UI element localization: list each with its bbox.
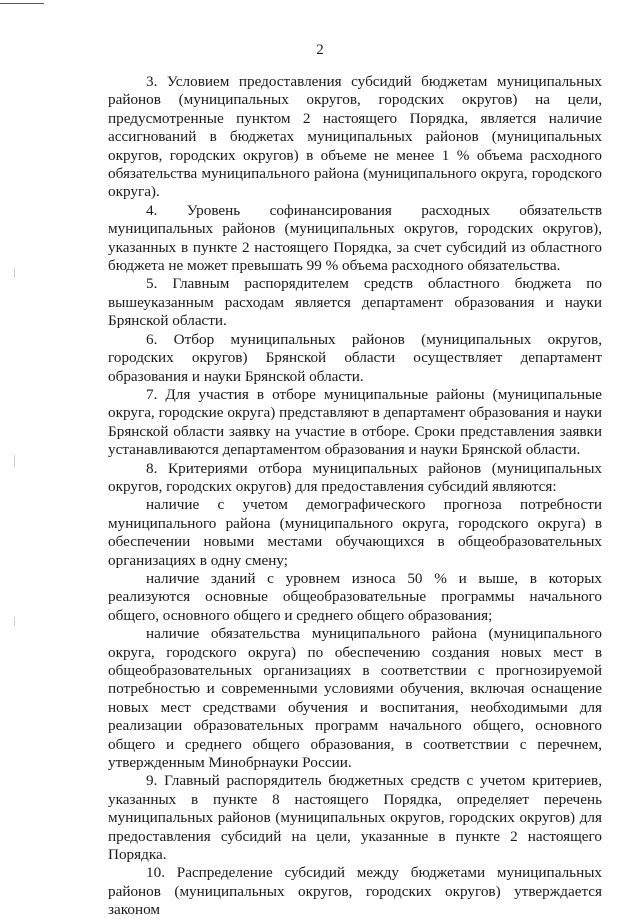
scan-edge-mark	[14, 268, 15, 278]
criterion-demographic: наличие с учетом демографического прогноза потребности муниципального района (муниципального округа, городского округа) в обеспечении новыми местами обучающихся в общеобразовательных организациях в одну смену;	[108, 496, 602, 569]
document-body	[108, 73, 602, 920]
scan-edge-mark	[14, 455, 15, 467]
paragraph-5: 5. Главным распорядителем средств областного бюджета по вышеуказанным расходам является департамент образования и науки Брянской области.	[108, 275, 602, 330]
page-number: 2	[316, 42, 324, 58]
paragraph-4: 4. Уровень софинансирования расходных обязательств муниципальных районов (муниципальных округов, городских округов), указанных в пункте 2 настоящего Порядка, за счет субсидий из областного бюджета не может превышать 99 % объема расходного обязательства.	[108, 201, 602, 275]
scan-edge-mark	[14, 617, 15, 626]
paragraph-9: 9. Главный распорядитель бюджетных средств с учетом критериев, указанных в пункте 8 настоящего Порядка, определяет перечень муниципальных районов (муниципальных округов, городских округов) для предоставления субсидий на цели, указанные в пункте 2 настоящего Порядка.	[108, 772, 602, 864]
paragraph-10: 10. Распределение субсидий между бюджетами муниципальных районов (муниципальных округов, городских округов) утверждается законом	[108, 864, 602, 919]
paragraph-3: 3. Условием предоставления субсидий бюджетам муниципальных районов (муниципальных округов, городских округов) на цели, предусмотренные пунктом 2 настоящего Порядка, является наличие ассигнований в бюджетах муниципальных районов (муниципальных округов, городских округов) в объеме не менее 1 % объема расходного обязательства муниципального района (муниципального округа, городского округа).	[108, 73, 602, 201]
paragraph-8: 8. Критериями отбора муниципальных районов (муниципальных округов, городских округов) для предоставления субсидий являются:	[108, 459, 602, 495]
paragraph-6: 6. Отбор муниципальных районов (муниципальных округов, городских округов) Брянской области осуществляет департамент образования и науки Брянской области.	[108, 330, 602, 385]
top-rule	[0, 3, 44, 4]
criterion-obligation: наличие обязательства муниципального района (муниципального округа, городского округа) по обеспечению создания новых мест в общеобразовательных организациях в соответствии с прогнозируемой потребностью и современными условиями обучения, включая оснащение новых мест средствами обучения и воспитания, необходимыми для реализации образовательных программ начального общего, основного общего и среднего общего образования, в соответствии с перечнем, утвержденным Минобрнауки России.	[108, 625, 602, 772]
criterion-building-wear: наличие зданий с уровнем износа 50 % и выше, в которых реализуются основные общеобразовательные программы начального общего, основного общего и среднего общего образования;	[108, 569, 602, 624]
paragraph-7: 7. Для участия в отборе муниципальные районы (муниципальные округа, городские округа) представляют в департамент образования и науки Брянской области заявку на участие в отборе. Сроки представления заявки устанавливаются департаментом образования и науки Брянской области.	[108, 385, 602, 459]
